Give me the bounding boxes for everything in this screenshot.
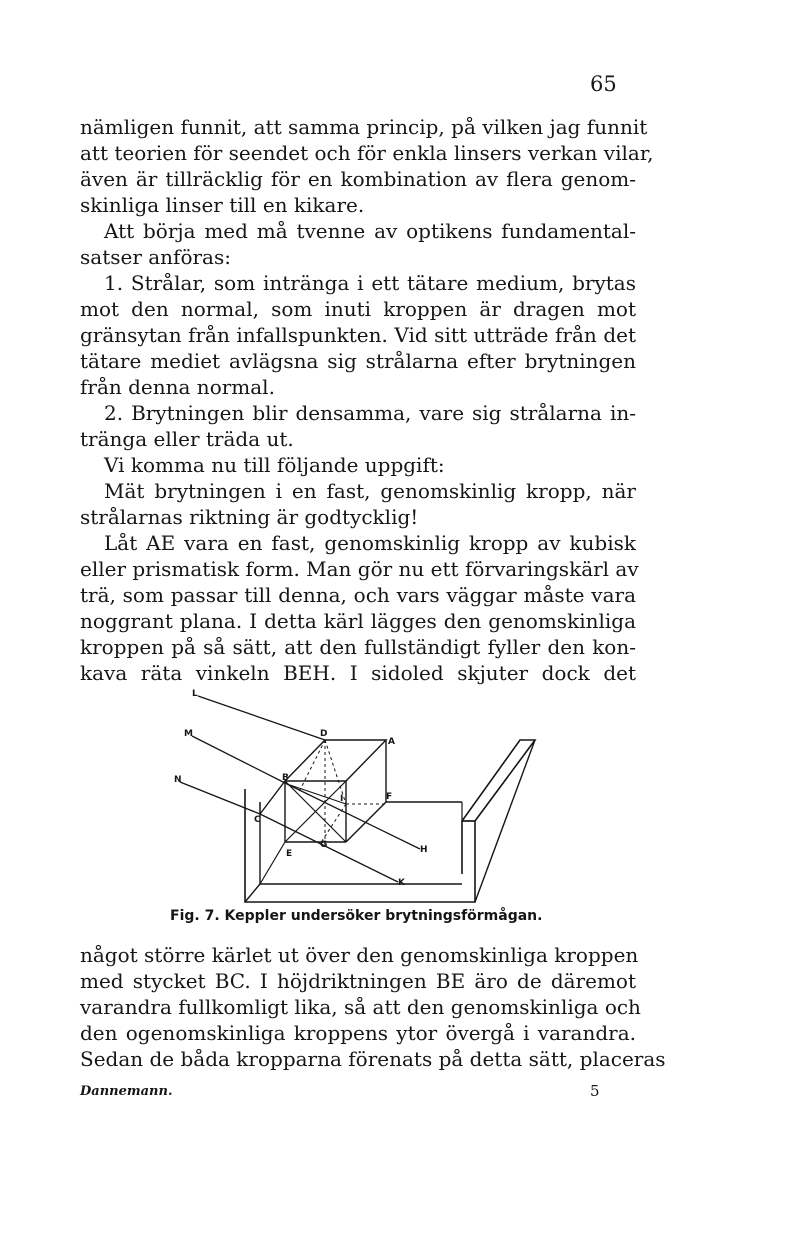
text-line: något större kärlet ut över den genomskinliga kroppen <box>80 943 639 967</box>
body-edge <box>260 842 285 884</box>
ray-inner <box>287 784 346 804</box>
container-right-wall <box>462 740 535 821</box>
label-C: C <box>254 815 261 825</box>
text-line: gränsytan från infallspunkten. Vid sitt utträde från det <box>80 323 636 347</box>
body-edge-BC <box>260 781 285 814</box>
ray-M <box>192 736 287 784</box>
text-line: trä, som passar till denna, och vars väggar måste vara <box>80 583 636 607</box>
label-I: I <box>340 794 344 804</box>
ray-N <box>180 782 260 814</box>
label-A: A <box>388 737 395 747</box>
text-line: nämligen funnit, att samma princip, på vilken jag funnit <box>80 115 648 139</box>
footer-signature: 5 <box>590 1082 600 1100</box>
ray-dashed <box>298 740 325 794</box>
label-K: K <box>398 878 405 888</box>
footer-author: Dannemann. <box>80 1084 173 1099</box>
text-line: Vi komma nu till följande uppgift: <box>104 453 445 477</box>
figure-caption: Fig. 7. Keppler undersöker brytningsförmågan. <box>170 908 543 924</box>
text-line: satser anföras: <box>80 245 231 269</box>
figure-keppler-refraction <box>170 684 550 914</box>
text-line: med stycket BC. I höjdriktningen BE äro de däremot <box>80 969 636 993</box>
text-line: Låt AE vara en fast, genomskinlig kropp av kubisk <box>104 531 636 555</box>
label-N: N <box>174 775 182 785</box>
text-line: 1. Strålar, som intränga i ett tätare medium, brytas <box>104 271 636 295</box>
text-line: den ogenomskinliga kroppens ytor övergå i varandra. <box>80 1021 636 1045</box>
ray-L <box>198 696 328 740</box>
label-B: B <box>282 773 289 783</box>
text-line: 2. Brytningen blir densamma, vare sig strålarna in- <box>104 401 636 425</box>
label-G: G <box>320 840 328 850</box>
container-inner-floor <box>260 802 462 884</box>
text-line: tätare mediet avlägsna sig strålarna efter brytningen <box>80 349 636 373</box>
text-line: noggrant plana. I detta kärl lägges den genomskinliga <box>80 609 636 633</box>
container-edge <box>245 884 260 902</box>
text-line: att teorien för seendet och för enkla linsers verkan vilar, <box>80 141 654 165</box>
text-line: kroppen på så sätt, att den fullständigt fyller den kon- <box>80 635 636 659</box>
label-H: H <box>420 845 428 855</box>
text-line: varandra fullkomligt lika, så att den genomskinliga och <box>80 995 641 1019</box>
text-line: Sedan de båda kropparna förenats på detta sätt, placeras <box>80 1047 666 1071</box>
text-line: eller prismatisk form. Man gör nu ett förvaringskärl av <box>80 557 639 581</box>
transparent-body-top <box>285 740 386 781</box>
text-line: skinliga linser till en kikare. <box>80 193 365 217</box>
container-outline <box>245 789 475 902</box>
text-line: kava räta vinkeln BEH. I sidoled skjuter dock det <box>80 661 636 685</box>
text-line: från denna normal. <box>80 375 275 399</box>
text-line: tränga eller träda ut. <box>80 427 294 451</box>
ray-refracted <box>287 784 420 849</box>
text-line: Mät brytningen i en fast, genomskinlig kropp, när <box>104 479 636 503</box>
label-F: F <box>386 792 393 802</box>
label-L: L <box>192 689 198 699</box>
text-line: även är tillräcklig för en kombination av flera genom- <box>80 167 636 191</box>
text-line: Att börja med må tvenne av optikens fundamental- <box>104 219 636 243</box>
text-line: strålarnas riktning är godtycklig! <box>80 505 419 529</box>
container-edge <box>475 740 535 902</box>
label-M: M <box>184 729 193 739</box>
text-line: mot den normal, som inuti kroppen är dragen mot <box>80 297 636 321</box>
label-D: D <box>320 729 328 739</box>
label-E: E <box>286 849 293 859</box>
page-number: 65 <box>590 72 617 96</box>
